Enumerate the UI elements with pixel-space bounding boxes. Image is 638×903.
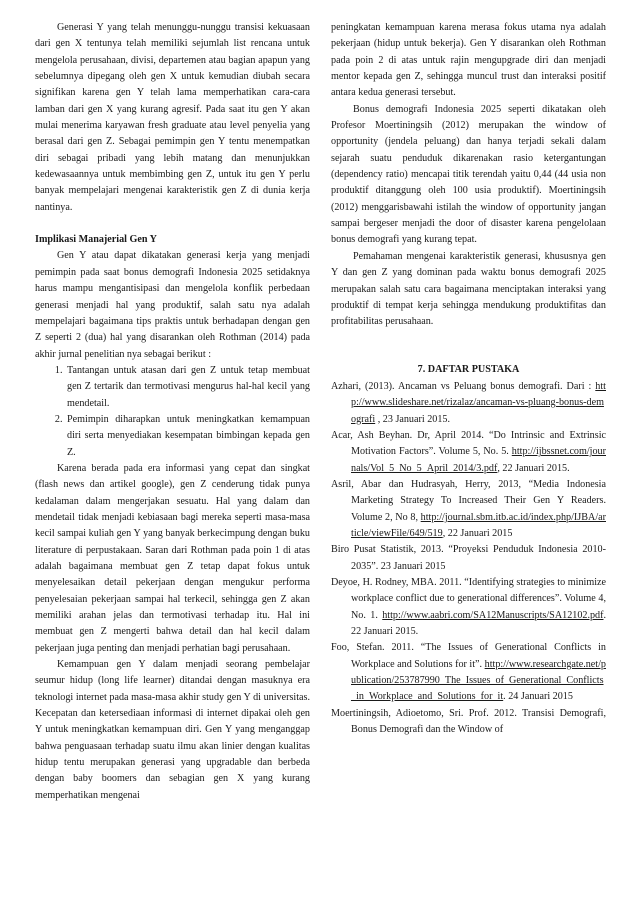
paragraph-continuation: peningkatan kemampuan karena merasa fokus utama nya adalah pekerjaan (hidup untuk bekerja). Gen Y disarankan oleh Rothman pada poin 2 di atas untuk rajin mengupgrade diri dan menjadi mentor kepada gen Z, sehingga muncul trust dan interaksi positif antara kedua generasi tersebut. xyxy=(331,22,606,99)
references-heading: 7. DAFTAR PUSTAKA xyxy=(417,363,520,375)
rothman-tips-list xyxy=(35,363,310,461)
reference-item: Asril, Abar dan Hudrasyah, Herry, 2013, “Media Indonesia Marketing Strategy To Increased Their Gen Y Readers. Volume 2, No 8, http://journal.sbm.itb.ac.id/index.php/IJBA/article/viewFile/649/519, 22 Januari 2015 xyxy=(331,478,606,539)
paragraph-demographic-bonus: Bonus demografi Indonesia 2025 seperti dikatakan oleh Profesor Moertiningsih (2012) merupakan the window of opportunity (jendela peluang) dan hanya terjadi sekali dalam sejarah suatu penduduk dikarenakan rasio ketergantungan (dependency ratio) mencapai titik terendah yaitu 0,44 (44 usia non produktif ditanggung oleh 100 usia produktif). Moertiningsih (2012) menggarisbawahi istilah the window of opportunity jangan sampai bergeser menjadi the door of disaster karena pengelolaan bonus demografi yang kurang tepat. xyxy=(331,103,606,246)
reference-link[interactable]: http://www.aabri.com/SA12Manuscripts/SA12102.pdf xyxy=(382,609,604,621)
reference-item: Foo, Stefan. 2011. “The Issues of Generational Conflicts in Workplace and Solutions for it”. http://www.researchgate.net/publication/253787990_The_Issues_of_Generational_Conflicts_in_Workplace_and_Solutions_for_it. 24 Januari 2015 xyxy=(331,642,606,703)
left-column xyxy=(35,20,310,804)
reference-link[interactable]: http://ijbssnet.com/journals/Vol_5_No_5_April_2014/3.pdf xyxy=(351,446,606,474)
paragraph-gen-y-transition: Generasi Y yang telah menunggu-nunggu transisi kekuasaan dari gen X tentunya telah memiliki sejumlah list rencana untuk mengelola perusahaan, divisi, departemen atau bagian apapun yang sebelumnya dipegang oleh gen X untuk kemudian diubah secara signifikan karena gen Y telah lama memperhatikan cara-cara lamban dari gen X yang kurang agresif. Pada saat itu gen Y akan mulai menerima karyawan fresh graduate atau level penyelia yang berasal dari gen Z. Sebagai pemimpin gen Y tentu menempatkan diri sebagai pribadi yang lebih matang dan menunjukkan kedewasaannya untuk membimbing gen Z, untuk itu gen Y perlu banyak mempelajari mengenai karakteristik gen Z di dunia kerja nantinya. xyxy=(35,22,310,213)
paragraph-long-life-learner: Kemampuan gen Y dalam menjadi seorang pembelajar seumur hidup (long life learner) ditandai dengan masuknya era teknologi internet pada masa-masa akhir study gen Y di universitas. Kecepatan dan ketersediaan informasi di internet dipakai oleh gen Y untuk meningkatkan kemampuan diri. Gen Y yang menganggap bahwa penguasaan terhadap suatu ilmu akan linier dengan kualitas hidup tentu merupakan generasi yang upgradable dan berbeda dengan baby boomers dan sebagian gen X yang kurang memperhatikan mengenai xyxy=(35,659,310,801)
paragraph-managerial-implication: Gen Y atau dapat dikatakan generasi kerja yang menjadi pemimpin pada saat bonus demografi Indonesia 2025 setidaknya harus mampu mengantisipasi dan mengelola konflik perbedaan generasi menjadi hal yang produktif, salah satu nya adalah mempelajari bagaimana tips praktis untuk berhadapan dengan gen Z seperti 2 (dua) hal yang disarankan oleh Rothman (2014) pada akhir jurnal penelitian nya sebagai berikut : xyxy=(35,250,310,360)
list-item: 2. Pemimpin diharapkan untuk meningkatkan kemampuan diri serta menyediakan kesempatan bimbingan kepada gen Z. xyxy=(65,412,310,461)
references-list xyxy=(331,379,606,739)
section-heading-managerial-implication: Implikasi Manajerial Gen Y xyxy=(35,234,157,246)
paragraph-information-era: Karena berada pada era informasi yang cepat dan singkat (flash news dan artikel google), gen Z cenderung tidak punya kedalaman dalam mengerjakan sesuatu. Hal yang dalam dan mendetail tidak menjadi kebiasaan bagi mereka seperti masa-masa kecil sampai kuliah gen Y yang banyak berkecimpung dengan buku literature di perpustakaan. Saran dari Rothman pada poin 1 di atas adalah bagaimana membuat gen Z tetap dapat fokus untuk menyelesaikan detail pekerjaan dengan mengukur performa penyelesaian pekerjaan sampai hal terkecil, sehingga gen Z akan memiliki arahan jelas dan termotivasi terhadap itu. Hal ini membuat gen Z mengerti bahwa detail dan hal kecil dalam pekerjaan juga penting dan menjadi perhatian bagi perusahaan. xyxy=(35,462,310,654)
reference-item: Acar, Ash Beyhan. Dr, April 2014. “Do Intrinsic and Extrinsic Motivation Factors”. Volume 5, No. 5. http://ijbssnet.com/journals/Vol_5_No_5_April_2014/3.pdf, 22 Januari 2015. xyxy=(331,429,606,474)
reference-link[interactable]: http://journal.sbm.itb.ac.id/index.php/IJBA/article/viewFile/649/519 xyxy=(351,511,606,539)
reference-link[interactable]: http://www.slideshare.net/rizalaz/ancaman-vs-pluang-bonus-demografi xyxy=(351,380,606,425)
reference-item: Moertiningsih, Adioetomo, Sri. Prof. 2012. Transisi Demografi, Bonus Demografi dan the Window of xyxy=(331,707,606,736)
reference-item: Deyoe, H. Rodney, MBA. 2011. “Identifying strategies to minimize workplace conflict due to generational differences”. Volume 4, No. 1. http://www.aabri.com/SA12Manuscripts/SA12102.pdf. 22 Januari 2015. xyxy=(331,577,606,638)
reference-item: Azhari, (2013). Ancaman vs Peluang bonus demografi. Dari : http://www.slideshare.net/rizalaz/ancaman-vs-pluang-bonus-demografi , 23 Januari 2015. xyxy=(331,380,606,425)
list-item: 1. Tantangan untuk atasan dari gen Z untuk tetap membuat gen Z tertarik dan termotivasi mengurus hal-hal kecil yang mendetail. xyxy=(65,363,310,412)
reference-link[interactable]: http://www.researchgate.net/publication/253787990_The_Issues_of_Generational_Conflicts_in_Workplace_and_Solutions_for_it xyxy=(351,658,606,703)
right-column xyxy=(331,20,606,738)
paragraph-conclusion: Pemahaman mengenai karakteristik generasi, khususnya gen Y dan gen Z yang dominan pada waktu bonus demografi 2025 merupakan salah satu cara bagaimana menciptakan interaksi yang produktif di tempat kerja sehingga mendukung produktifitas dan profitabilitas perusahaan. xyxy=(331,250,606,328)
reference-item: Biro Pusat Statistik, 2013. “Proyeksi Penduduk Indonesia 2010-2035”. 23 Januari 2015 xyxy=(331,544,606,572)
